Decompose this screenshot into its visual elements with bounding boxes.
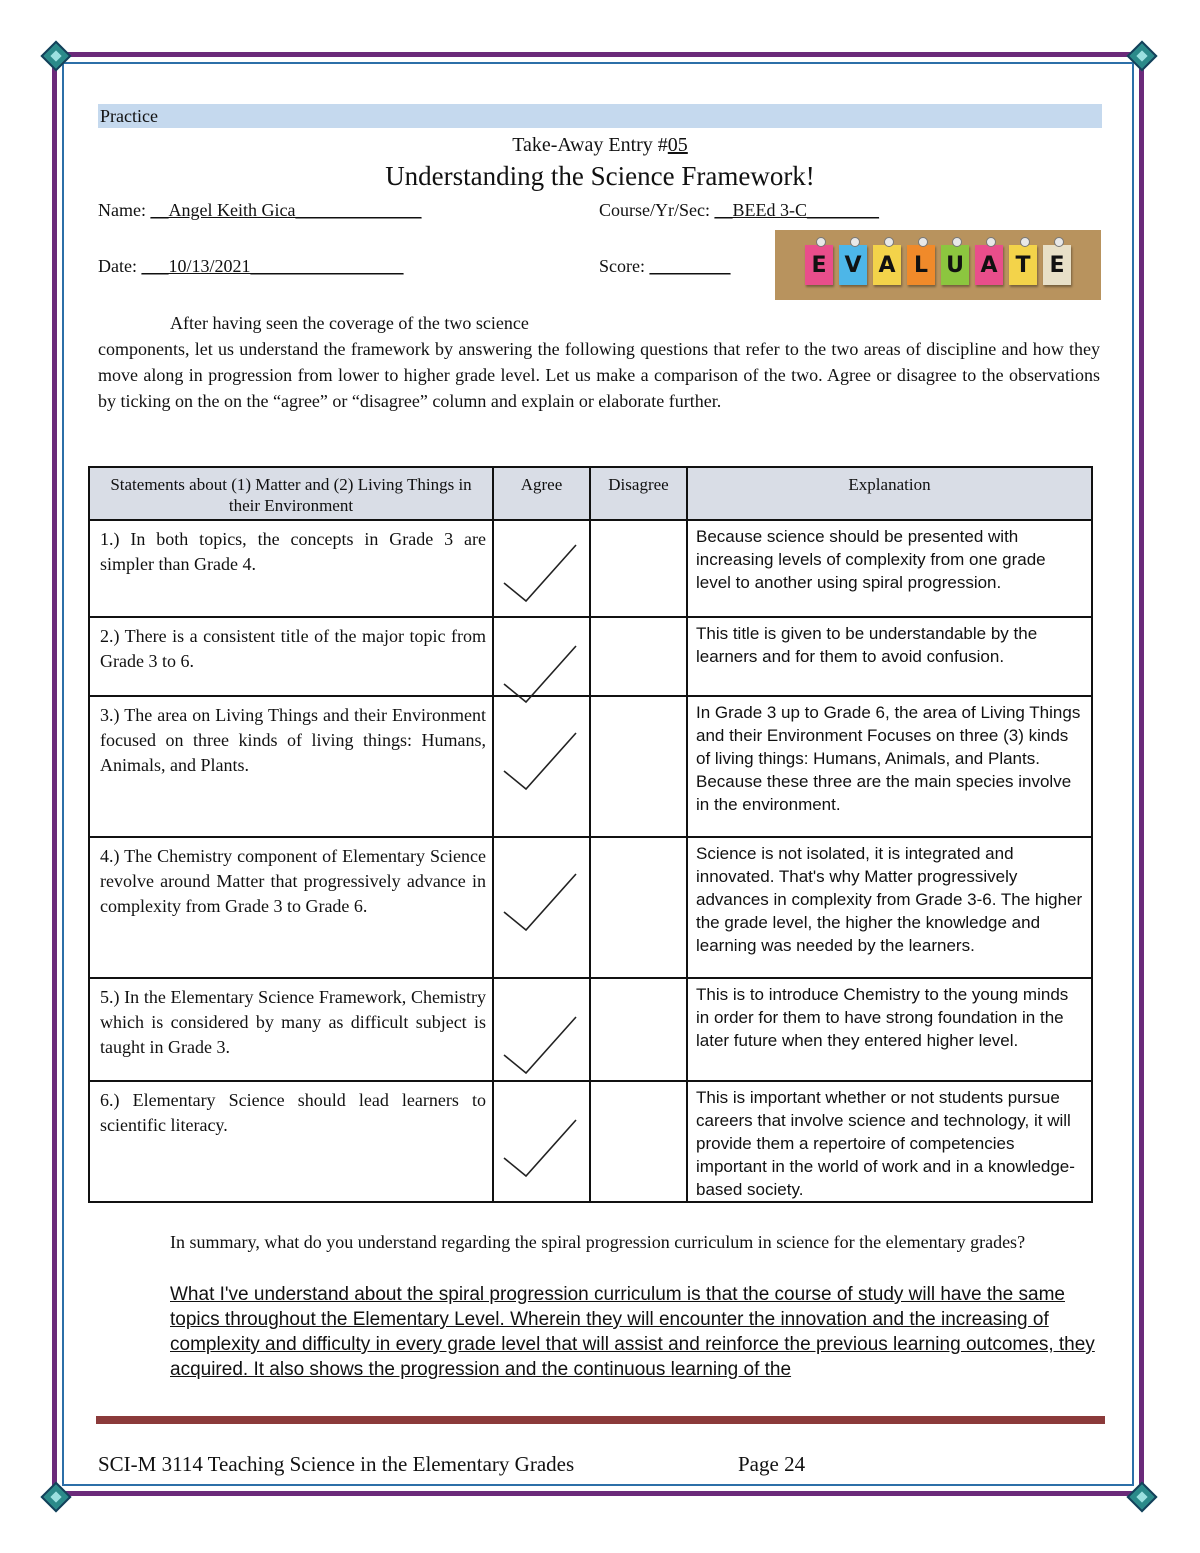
- section-label: Practice: [100, 106, 158, 126]
- badge-letter: E: [1043, 245, 1071, 285]
- table-row: [89, 1081, 1092, 1202]
- statement-cell: 4.) The Chemistry component of Elementary Science revolve around Matter that progressively advance in complexity from Grade 3 to Grade 6.: [89, 837, 493, 978]
- badge-letter: A: [873, 245, 901, 285]
- agree-cell[interactable]: [493, 1081, 590, 1202]
- course-value: __BEEd 3-C________: [714, 200, 879, 220]
- agree-cell[interactable]: [493, 617, 590, 696]
- framework-table: [88, 466, 1093, 1203]
- table-row: [89, 696, 1092, 837]
- instructions-body: components, let us understand the framework by answering the following questions that refer to the two areas of discipline and how they move along in progression from lower to higher grade level. Let us make a comparison of the two. Agree or disagree to the observations by ticking on the on the “agree” or “disagree” column and explain or elaborate further.: [98, 339, 1100, 411]
- name-label: Name:: [98, 200, 146, 220]
- badge-letter: A: [975, 245, 1003, 285]
- page-title: Understanding the Science Framework!: [385, 161, 815, 191]
- summary-answer: [98, 1282, 1098, 1382]
- statement-cell: 5.) In the Elementary Science Framework, Chemistry which is considered by many as difficult subject is taught in Grade 3.: [89, 978, 493, 1081]
- table-row: [89, 520, 1092, 617]
- course-label: Course/Yr/Sec:: [599, 200, 710, 220]
- footer-page: Page 24: [738, 1452, 806, 1476]
- check-mark-icon: [500, 727, 580, 797]
- agree-cell[interactable]: [493, 837, 590, 978]
- header-agree: Agree: [493, 467, 590, 520]
- section-bar: [98, 104, 1102, 128]
- badge-letter: E: [805, 245, 833, 285]
- badge-letter: V: [839, 245, 867, 285]
- explanation-cell: This title is given to be understandable by the learners and for them to avoid confusion.: [687, 617, 1092, 696]
- summary-answer-text: What I've understand about the spiral progression curriculum is that the course of study will have the same topics throughout the Elementary Level. Wherein they will encounter the innovation and the increasing of complexity and difficulty in every grade level that will assist and reinforce the previous learning outcomes, they acquired. It also shows the progression and the continuous learning of the: [170, 1284, 1095, 1380]
- date-value: ___10/13/2021_________________: [141, 256, 404, 276]
- agree-cell[interactable]: [493, 978, 590, 1081]
- check-mark-icon: [500, 539, 580, 609]
- disagree-cell[interactable]: [590, 1081, 687, 1202]
- header-explanation: Explanation: [687, 467, 1092, 520]
- header-statements: Statements about (1) Matter and (2) Living Things in their Environment: [89, 467, 493, 520]
- explanation-cell: Because science should be presented with increasing levels of complexity from one grade level to another using spiral progression.: [687, 520, 1092, 617]
- check-mark-icon: [500, 1114, 580, 1184]
- name-value: __Angel Keith Gica______________: [150, 200, 422, 220]
- statement-cell: 2.) There is a consistent title of the major topic from Grade 3 to 6.: [89, 617, 493, 696]
- badge-letter: L: [907, 245, 935, 285]
- entry-heading: [0, 134, 1200, 157]
- table-row: [89, 837, 1092, 978]
- statement-cell: 6.) Elementary Science should lead learners to scientific literacy.: [89, 1081, 493, 1202]
- evaluate-badge: [775, 230, 1101, 300]
- score-label: Score:: [599, 256, 645, 276]
- explanation-cell: Science is not isolated, it is integrated and innovated. That's why Matter progressively advances in complexity from Grade 3-6. The higher the grade level, the higher the knowledge and learning was needed by the learners.: [687, 837, 1092, 978]
- check-mark-icon: [500, 1011, 580, 1081]
- name-field: [98, 200, 421, 221]
- badge-letter: U: [941, 245, 969, 285]
- statement-cell: 3.) The area on Living Things and their Environment focused on three kinds of living things: Humans, Animals, and Plants.: [89, 696, 493, 837]
- footer-course: SCI-M 3114 Teaching Science in the Elementary Grades: [98, 1452, 575, 1476]
- summary-question: [98, 1230, 1100, 1255]
- statement-cell: 1.) In both topics, the concepts in Grade 3 are simpler than Grade 4.: [89, 520, 493, 617]
- table-header-row: [89, 467, 1092, 520]
- table-row: [89, 978, 1092, 1081]
- footer-rule: [96, 1416, 1105, 1424]
- score-field: [599, 256, 730, 277]
- header-disagree: Disagree: [590, 467, 687, 520]
- entry-number: 05: [667, 134, 688, 156]
- disagree-cell[interactable]: [590, 696, 687, 837]
- summary-question-text: In summary, what do you understand regarding the spiral progression curriculum in science for the elementary grades?: [170, 1232, 1026, 1252]
- explanation-cell: This is to introduce Chemistry to the young minds in order for them to have strong foundation in the later future when they entered higher level.: [687, 978, 1092, 1081]
- disagree-cell[interactable]: [590, 978, 687, 1081]
- explanation-cell: This is important whether or not students pursue careers that involve science and technology, it will provide them a repertoire of competencies important in the world of work and in a knowledge-based society.: [687, 1081, 1092, 1202]
- badge-letter: T: [1009, 245, 1037, 285]
- entry-label: Take-Away Entry #: [512, 134, 668, 156]
- disagree-cell[interactable]: [590, 520, 687, 617]
- agree-cell[interactable]: [493, 696, 590, 837]
- course-field: [599, 200, 879, 221]
- date-field: [98, 256, 404, 277]
- table-row: [89, 617, 1092, 696]
- instructions-first-line: After having seen the coverage of the two science: [170, 313, 529, 333]
- agree-cell[interactable]: [493, 520, 590, 617]
- disagree-cell[interactable]: [590, 837, 687, 978]
- date-label: Date:: [98, 256, 137, 276]
- score-value: _________: [649, 256, 731, 276]
- disagree-cell[interactable]: [590, 617, 687, 696]
- check-mark-icon: [500, 868, 580, 938]
- instructions: [98, 310, 1100, 414]
- explanation-cell: In Grade 3 up to Grade 6, the area of Living Things and their Environment Focuses on three (3) kinds of living things: Humans, Animals, and Plants. Because these three are the main species involve in the environment.: [687, 696, 1092, 837]
